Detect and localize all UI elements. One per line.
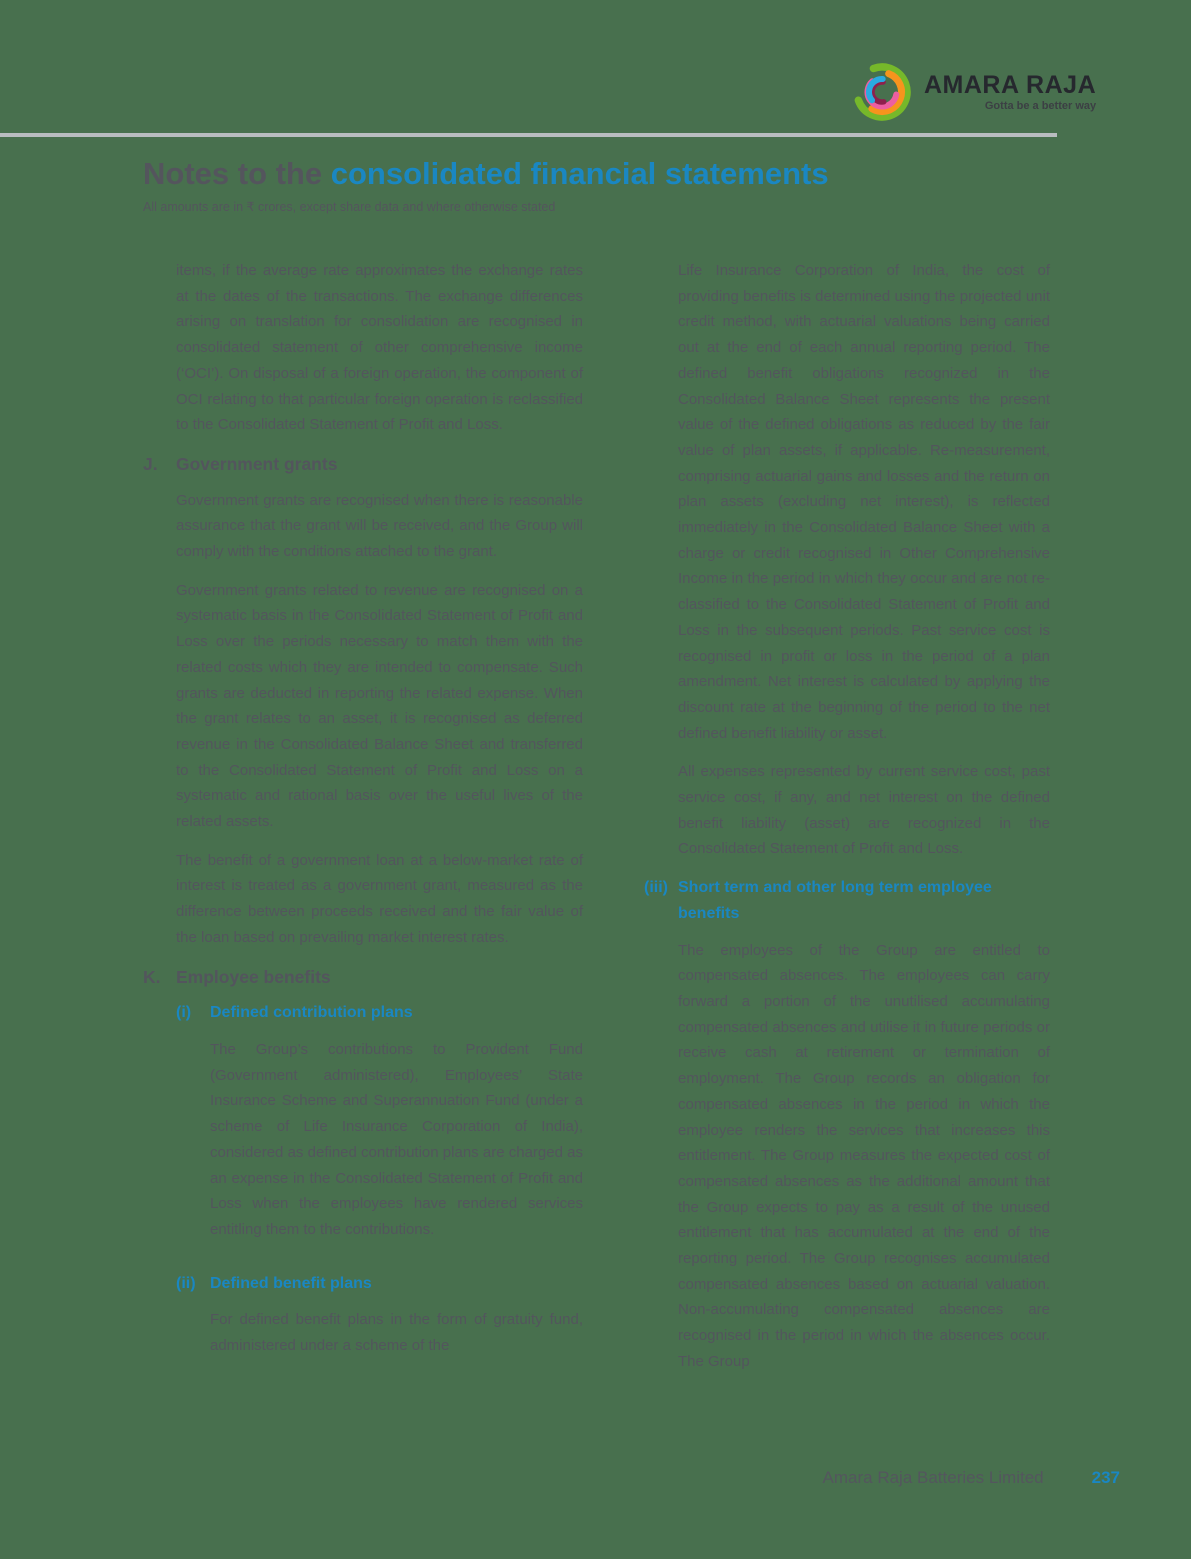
subheading-text: Short term and other long term employee benefits (678, 879, 992, 922)
right-column (644, 258, 1050, 1388)
left-column (143, 258, 583, 1388)
page-subtitle: All amounts are in ₹ crores, except share data and where otherwise stated (143, 200, 556, 214)
brand-tagline: Gotta be a better way (984, 100, 1097, 112)
subheading-text: Defined benefit plans (210, 1274, 372, 1292)
brand-wordmark: AMARA RAJA (924, 71, 1097, 99)
title-block (143, 156, 829, 214)
paragraph: Government grants are recognised when there is reasonable assurance that the grant will be received, and the Group will comply with the conditions attached to the grant. (176, 491, 583, 561)
paragraph: The employees of the Group are entitled to compensated absences. The employees can carry forward a portion of the unutilised accumulating compensated absences and utilise it in future periods or receive cash at retirement or termination of employment. The Group records an obligation for compensated absences in the period in which the employee renders the services that increases this entitlement. The Group measures the expected cost of compensated absences as the additional amount that the Group expects to pay as a result of the unused entitlement that has accumulated at the end of the reporting period. The Group recognises accumulated compensated absences based on actuarial valuation. Non-accumulating compensated absences are recognised in the period in which the absences occur. The Group (678, 941, 1050, 1370)
subheading-short-term-employee-benefits (644, 875, 1050, 926)
section-heading-employee-benefits (143, 965, 583, 991)
paragraph: All expenses represented by current service cost, past service cost, if any, and net interest on the defined benefit liability (asset) are recognized in the Consolidated Statement of Profit and Loss. (678, 763, 1050, 858)
paragraph: Government grants related to revenue are recognised on a systematic basis in the Consolidated Statement of Profit and Loss over the periods necessary to match them with the related costs which they are intended to compensate. Such grants are deducted in reporting the related expense. When the grant relates to an asset, it is recognised as deferred revenue in the Consolidated Balance Sheet and transferred to the Consolidated Statement of Profit and Loss on a systematic and rational basis over the useful lives of the related assets. (176, 581, 583, 831)
footer-company-name: Amara Raja Batteries Limited (822, 1468, 1044, 1487)
paragraph: Life Insurance Corporation of India, the cost of providing benefits is determined using the projected unit credit method, with actuarial valuations being carried out at the end of each annual reporting period. The defined benefit obligations recognized in the Consolidated Balance Sheet represents the present value of the defined obligations as reduced by the fair value of plan assets, if applicable. Re-measurement, comprising actuarial gains and losses and the return on plan assets (excluding net interest), is reflected immediately in the Consolidated Balance Sheet with a charge or credit recognised in Other Comprehensive Income in the period in which they occur and are not re-classified to the Consolidated Statement of Profit and Loss in the subsequent periods. Past service cost is recognised in profit or loss in the period of a plan amendment. Net interest is calculated by applying the discount rate at the beginning of the period to the net defined benefit liability or asset. (678, 262, 1050, 742)
header-divider (0, 133, 1057, 137)
subheading-defined-benefit-plans (176, 1271, 583, 1297)
paragraph: The benefit of a government loan at a below-market rate of interest is treated as a government grant, measured as the difference between proceeds received and the fair value of the loan based on prevailing market interest rates. (176, 851, 583, 946)
page-title (143, 156, 829, 192)
page-number: 237 (1091, 1468, 1120, 1487)
amara-raja-swirl-icon (850, 60, 914, 124)
paragraph: The Group’s contributions to Provident Fund (Government administered), Employees’ State Insurance Scheme and Superannuation Fund (under a scheme of Life Insurance Corporation of India), considered as defined contribution plans are charged as an expense in the Consolidated Statement of Profit and Loss when the employees have rendered services entitling them to the contributions. (210, 1040, 583, 1238)
content-columns (143, 258, 1050, 1388)
subheading-text: Defined contribution plans (210, 1004, 413, 1022)
section-heading-text: Employee benefits (176, 966, 331, 987)
page-footer (0, 1468, 1120, 1488)
section-heading-government-grants (143, 452, 583, 478)
subheading-label: (iii) (644, 879, 668, 897)
amara-raja-logo (850, 60, 1096, 124)
section-heading-text: Government grants (176, 453, 338, 474)
subheading-label: (ii) (176, 1274, 196, 1292)
section-label: K. (143, 966, 161, 987)
paragraph: For defined benefit plans in the form of gratuity fund, administered under a scheme of the (210, 1311, 583, 1355)
page-title-emphasis: consolidated financial statements (330, 156, 829, 191)
subheading-label: (i) (176, 1004, 192, 1022)
page-title-prefix: Notes to the (143, 156, 331, 191)
section-label: J. (143, 453, 158, 474)
paragraph: items, if the average rate approximates the exchange rates at the dates of the transactions. The exchange differences arising on translation for consolidation are recognised in consolidated statement of other comprehensive income (‘OCI’). On disposal of a foreign operation, the component of OCI relating to that particular foreign operation is reclassified to the Consolidated Statement of Profit and Loss. (176, 262, 583, 434)
subheading-defined-contribution-plans (176, 1000, 583, 1026)
